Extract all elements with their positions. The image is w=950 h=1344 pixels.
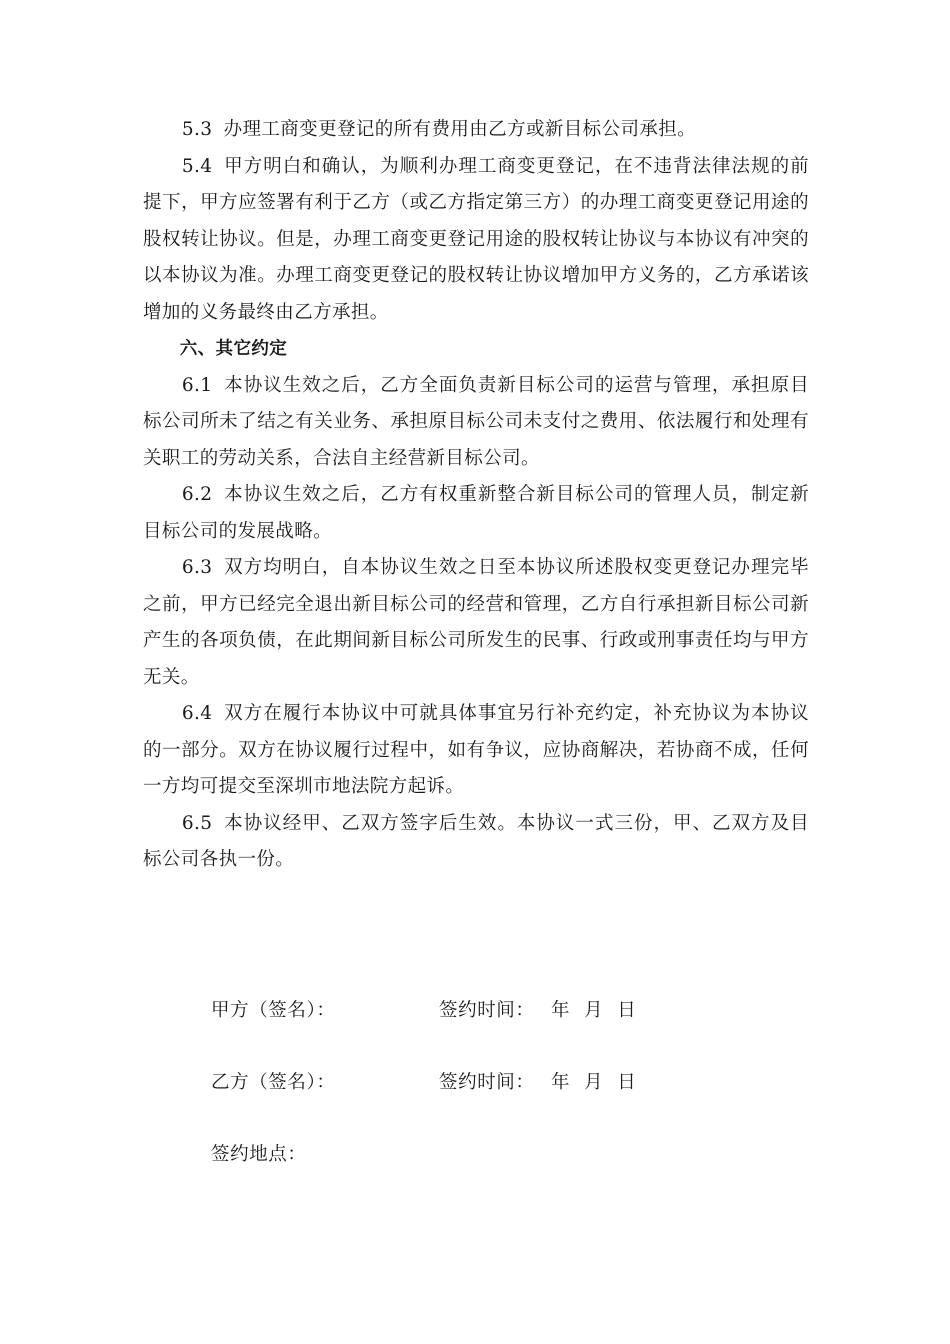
signing-time-label: 签约时间： (439, 1000, 535, 1021)
month-label: 月 (584, 1072, 604, 1093)
month-label: 月 (584, 1000, 604, 1021)
agreement-body (143, 112, 809, 879)
clause-6-2 (143, 477, 809, 550)
clause-number: 6.2 (181, 484, 213, 505)
clause-6-3 (143, 550, 809, 696)
signature-row-party-a (211, 996, 650, 1022)
signing-place-label: 签约地点： (211, 1144, 307, 1165)
day-label: 日 (617, 1072, 637, 1093)
party-a-signature-label: 甲方（签名）： (211, 1000, 336, 1021)
clause-text: 双方均明白，自本协议生效之日至本协议所述股权变更登记办理完毕之前，甲方已经完全退出新目标公司的经营和管理，乙方自行承担新目标公司新产生的各项负债，在此期间新目标公司所发生的民事、行政或刑事责任均与甲方无关。 (143, 557, 809, 688)
signature-row-party-b (211, 1068, 650, 1094)
clause-text: 本协议生效之后，乙方全面负责新目标公司的运营与管理，承担原目标公司所未了结之有关业务、承担原目标公司未支付之费用、依法履行和处理有关职工的劳动关系，合法自主经营新目标公司。 (143, 374, 809, 469)
clause-5-3 (143, 112, 809, 149)
clause-text: 甲方明白和确认，为顺利办理工商变更登记，在不违背法律法规的前提下，甲方应签署有利于乙方（或乙方指定第三方）的办理工商变更登记用途的股权转让协议。但是，办理工商变更登记用途的股权转让协议与本协议有冲突的以本协议为准。办理工商变更登记的股权转让协议增加甲方义务的，乙方承诺该增加的义务最终由乙方承担。 (143, 155, 809, 323)
day-label: 日 (617, 1000, 637, 1021)
clause-text: 本协议经甲、乙双方签字后生效。本协议一式三份，甲、乙双方及目标公司各执一份。 (143, 812, 809, 870)
clause-number: 6.4 (181, 703, 213, 724)
year-label: 年 (551, 1000, 571, 1021)
year-label: 年 (551, 1072, 571, 1093)
signing-place-row (211, 1140, 307, 1166)
signing-time-label: 签约时间： (439, 1072, 535, 1093)
clause-number: 6.5 (181, 812, 213, 834)
clause-text: 双方在履行本协议中可就具体事宜另行补充约定，补充协议为本协议的一部分。双方在协议履行过程中，如有争议，应协商解决，若协商不成，任何一方均可提交至深圳市地法院方起诉。 (143, 703, 809, 797)
clause-number: 6.3 (181, 557, 213, 578)
clause-number: 5.4 (181, 155, 213, 177)
clause-6-1 (143, 368, 809, 478)
clause-text: 办理工商变更登记的所有费用由乙方或新目标公司承担。 (223, 119, 697, 140)
section-heading-other-agreements: 六、其它约定 (179, 339, 288, 359)
clause-6-5 (143, 806, 809, 879)
clause-5-4 (143, 149, 809, 332)
clause-6-4 (143, 696, 809, 806)
clause-number: 6.1 (181, 374, 213, 396)
party-b-signature-label: 乙方（签名）： (211, 1072, 336, 1093)
clause-text: 本协议生效之后，乙方有权重新整合新目标公司的管理人员，制定新目标公司的发展战略。 (143, 484, 809, 542)
clause-number: 5.3 (181, 119, 213, 140)
